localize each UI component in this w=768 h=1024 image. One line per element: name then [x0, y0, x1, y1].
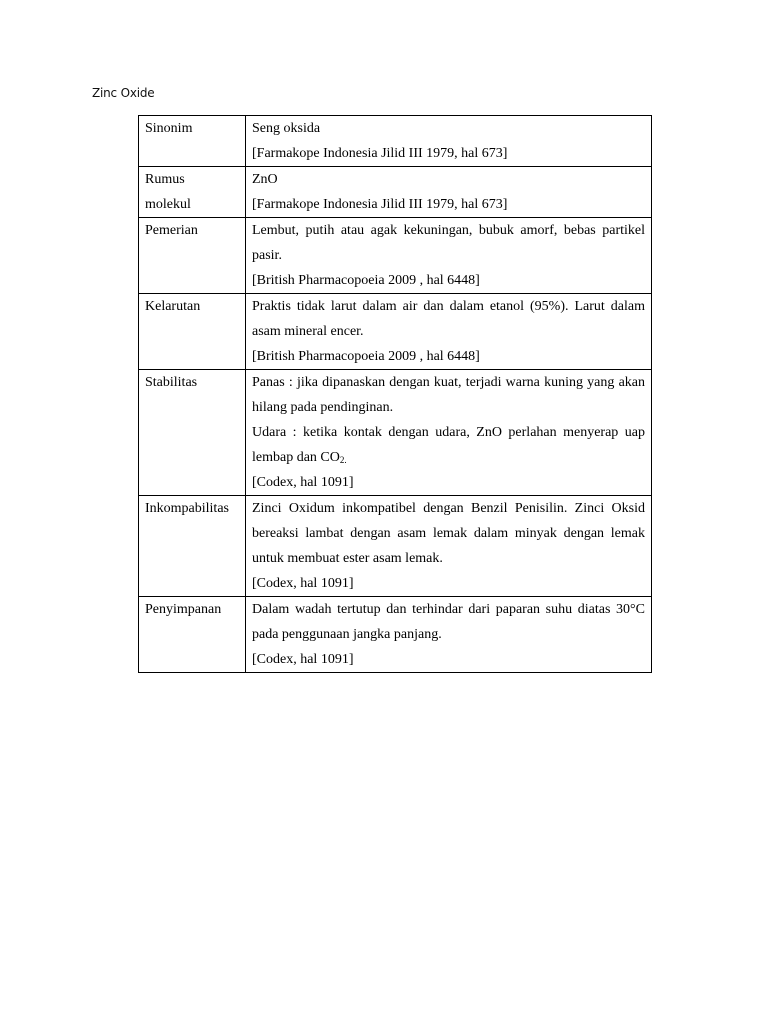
reference-line: [Farmakope Indonesia Jilid III 1979, hal 673]	[252, 146, 508, 161]
row-content	[246, 167, 652, 218]
label-text: Penyimpanan	[145, 602, 222, 617]
monograph-table	[138, 115, 652, 673]
co2-subscript: 2.	[339, 455, 347, 465]
row-label	[139, 496, 246, 597]
content-line: Praktis tidak larut dalam air dan dalam etanol (95%). Larut dalam asam mineral encer.	[252, 299, 645, 339]
table-row-stabilitas	[139, 370, 652, 496]
table-row-inkompabilitas	[139, 496, 652, 597]
label-text: Kelarutan	[145, 299, 201, 314]
row-label	[139, 370, 246, 496]
table-row-pemerian	[139, 218, 652, 294]
row-content	[246, 116, 652, 167]
content-line: Panas : jika dipanaskan dengan kuat, terjadi warna kuning yang akan hilang pada pendinginan.	[252, 375, 645, 415]
content-line: Lembut, putih atau agak kekuningan, bubuk amorf, bebas partikel pasir.	[252, 223, 645, 263]
row-content	[246, 218, 652, 294]
reference-line: [Farmakope Indonesia Jilid III 1979, hal 673]	[252, 197, 508, 212]
row-content	[246, 370, 652, 496]
row-content	[246, 294, 652, 370]
content-line-udara	[252, 420, 645, 470]
table-row-kelarutan	[139, 294, 652, 370]
table-row-rumus-molekul	[139, 167, 652, 218]
reference-line: [British Pharmacopoeia 2009 , hal 6448]	[252, 349, 480, 364]
row-label	[139, 167, 246, 218]
content-line: Zinci Oxidum inkompatibel dengan Benzil Penisilin. Zinci Oksid bereaksi lambat dengan asam lemak dalam minyak dengan lemak untuk membuat ester asam lemak.	[252, 501, 645, 566]
label-text: Inkompabilitas	[145, 501, 229, 516]
reference-line: [Codex, hal 1091]	[252, 652, 354, 667]
row-label	[139, 597, 246, 673]
content-line: Dalam wadah tertutup dan terhindar dari paparan suhu diatas 30°C pada penggunaan jangka panjang.	[252, 602, 645, 642]
label-text: Pemerian	[145, 223, 198, 238]
table-row-sinonim	[139, 116, 652, 167]
udara-text: Udara : ketika kontak dengan udara, ZnO perlahan menyerap uap lembap dan CO	[252, 425, 645, 465]
row-label	[139, 116, 246, 167]
content-line: ZnO	[252, 172, 278, 187]
table-row-penyimpanan	[139, 597, 652, 673]
document-title: Zinc Oxide	[92, 86, 155, 100]
row-content	[246, 597, 652, 673]
label-text: Sinonim	[145, 121, 193, 136]
label-text: Stabilitas	[145, 375, 198, 390]
content-line: Seng oksida	[252, 121, 321, 136]
row-label	[139, 294, 246, 370]
row-content	[246, 496, 652, 597]
label-text: Rumus molekul	[145, 172, 191, 212]
reference-line: [Codex, hal 1091]	[252, 576, 354, 591]
reference-line: [British Pharmacopoeia 2009 , hal 6448]	[252, 273, 480, 288]
reference-line: [Codex, hal 1091]	[252, 475, 354, 490]
row-label	[139, 218, 246, 294]
